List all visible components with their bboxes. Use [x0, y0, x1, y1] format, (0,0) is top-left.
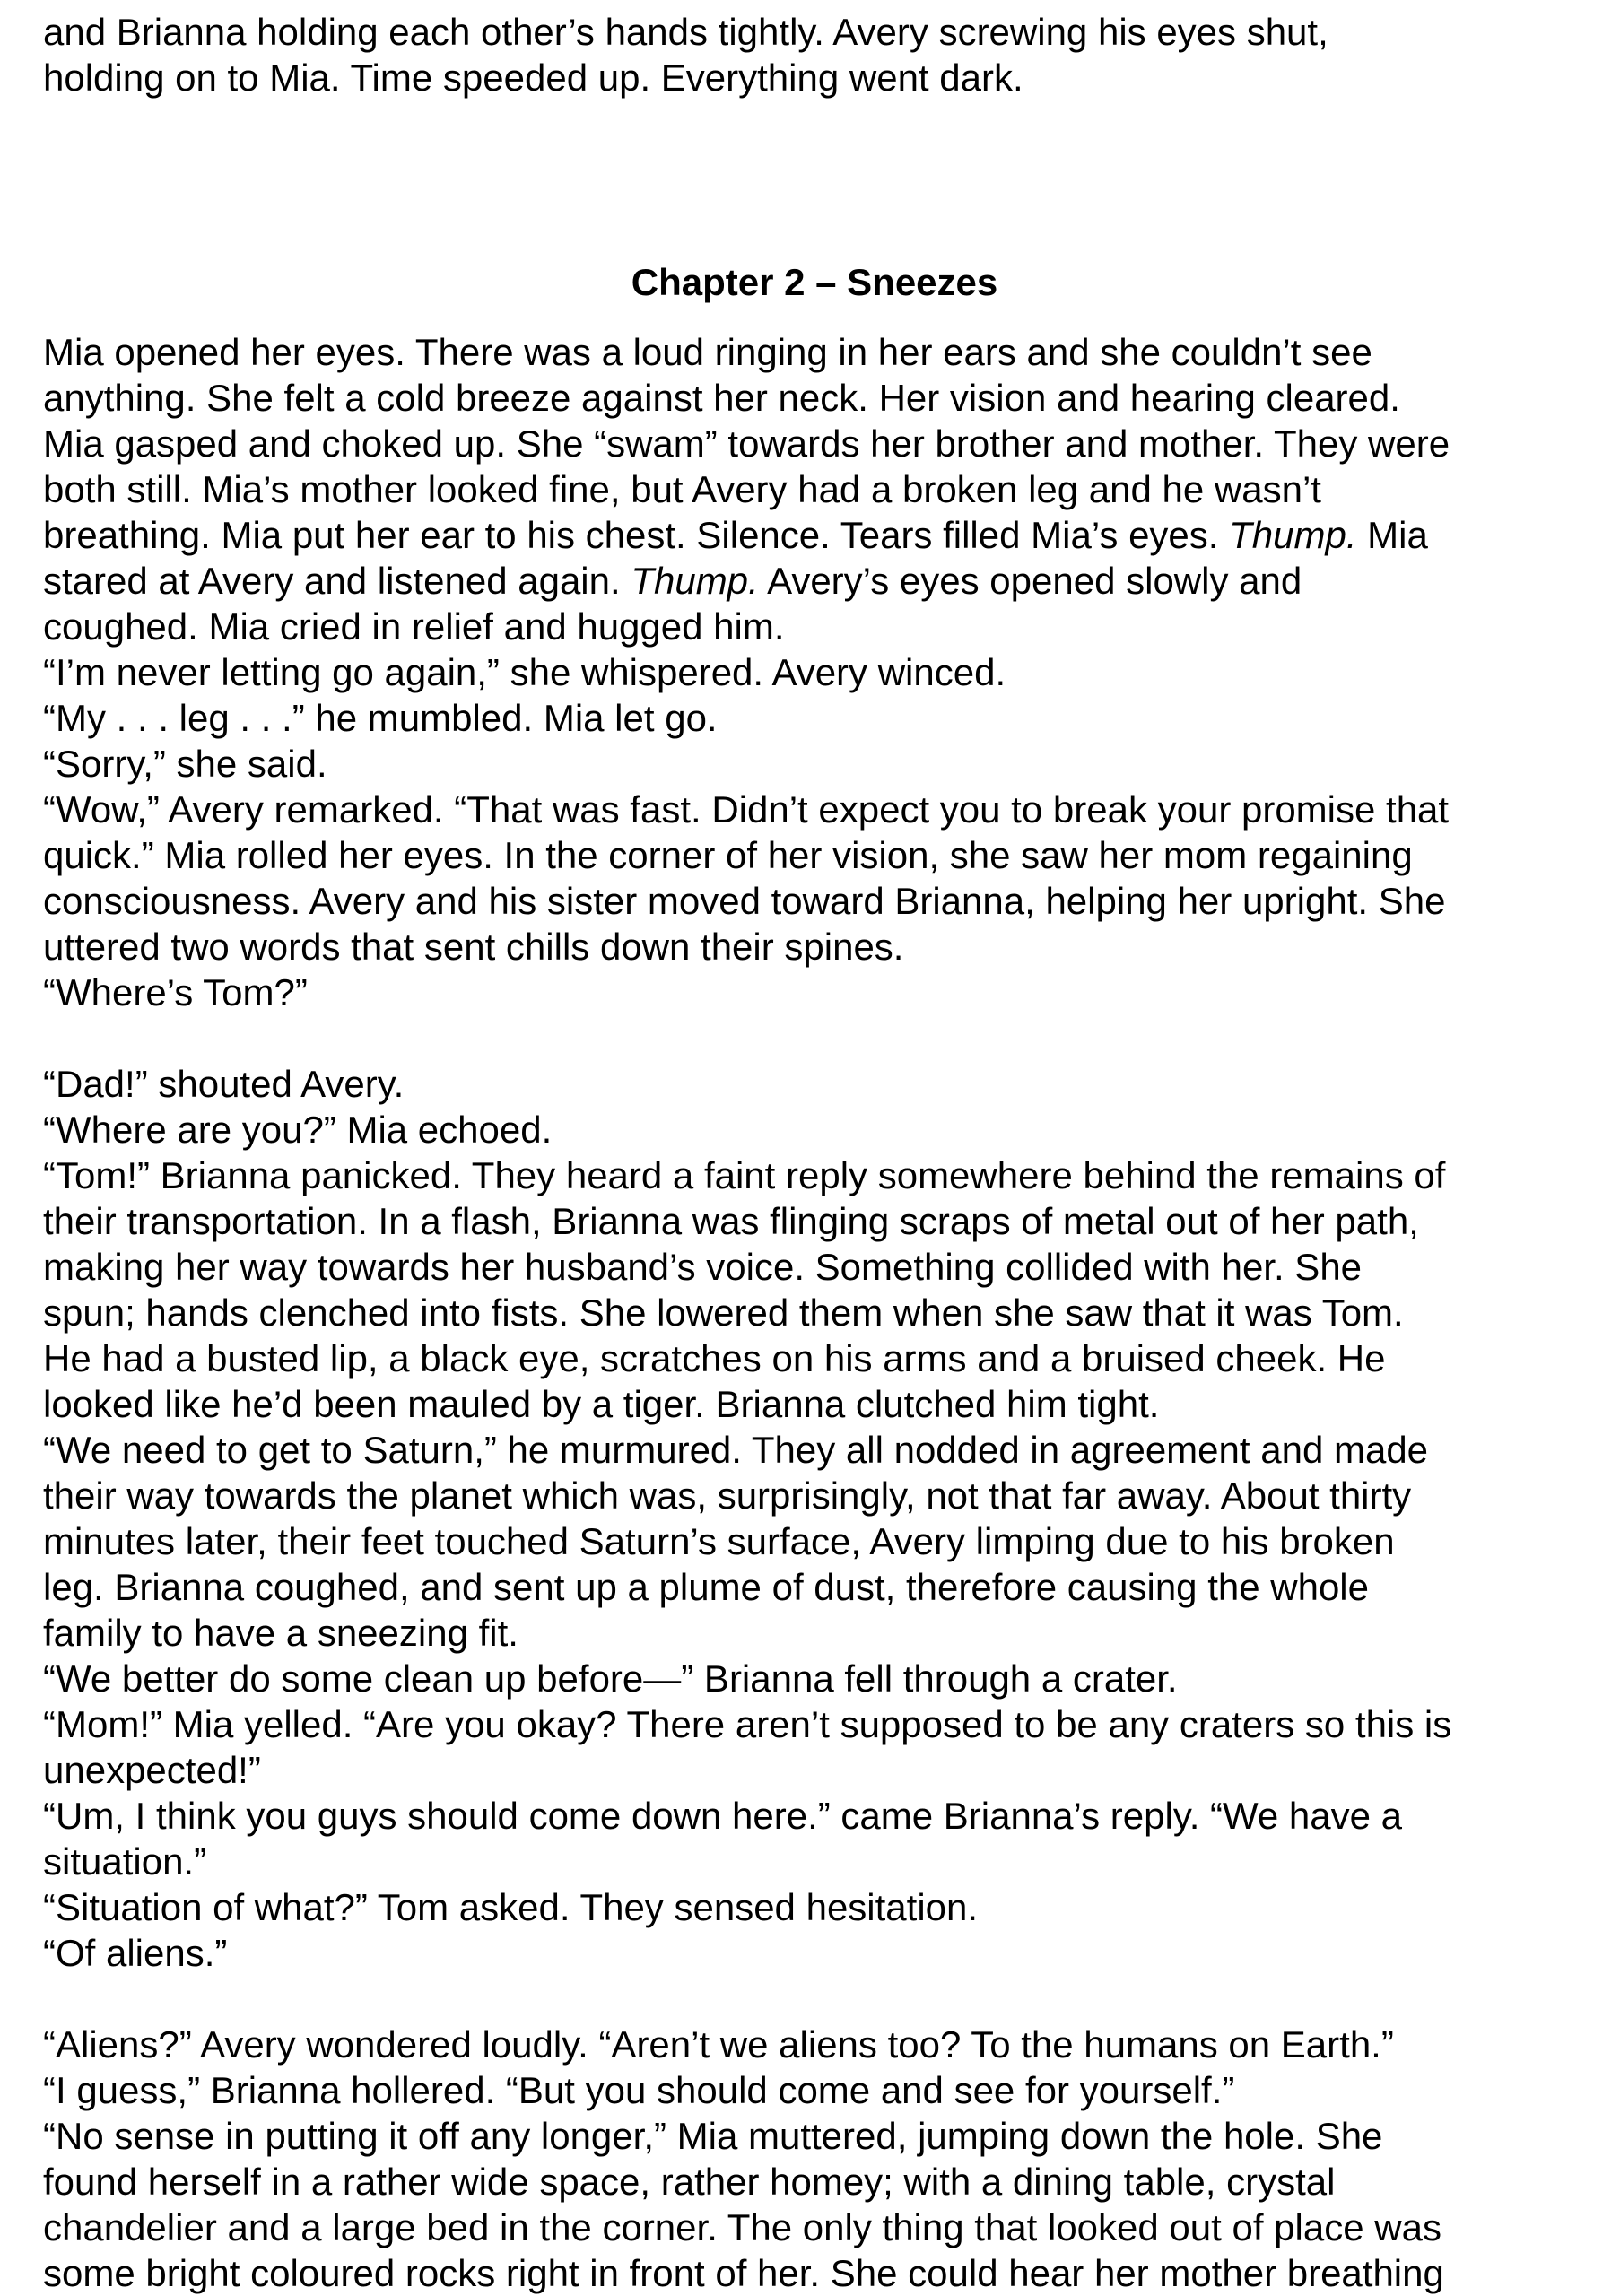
text-line: “Tom!” Brianna panicked. They heard a faint reply somewhere behind the remains of	[43, 1154, 1446, 1196]
text-line: “I’m never letting go again,” she whispered. Avery winced.	[43, 651, 1006, 693]
text-line: He had a busted lip, a black eye, scratches on his arms and a bruised cheek. He	[43, 1337, 1386, 1379]
text-line: “No sense in putting it off any longer,” Mia muttered, jumping down the hole. She	[43, 2115, 1383, 2157]
text-line: “Wow,” Avery remarked. “That was fast. Didn’t expect you to break your promise that	[43, 788, 1450, 831]
text-line: quick.” Mia rolled her eyes. In the corner of her vision, she saw her mom regaining	[43, 834, 1413, 876]
text-line: anything. She felt a cold breeze against her neck. Her vision and hearing cleared.	[43, 377, 1400, 419]
text-line: some bright coloured rocks right in front of her. She could hear her mother breathing	[43, 2252, 1444, 2294]
text-line: minutes later, their feet touched Saturn’s surface, Avery limping due to his broken	[43, 1520, 1395, 1562]
text-line: “Um, I think you guys should come down here.” came Brianna’s reply. “We have a	[43, 1795, 1403, 1837]
text-line: “Dad!” shouted Avery.	[43, 1063, 405, 1105]
chapter-body	[43, 329, 1451, 2296]
text-line: situation.”	[43, 1840, 207, 1883]
text-line: making her way towards her husband’s voice. Something collided with her. She	[43, 1246, 1363, 1288]
text-line: Mia opened her eyes. There was a loud ringing in her ears and she couldn’t see	[43, 331, 1372, 373]
text-line: unexpected!”	[43, 1749, 261, 1791]
chapter-title: Chapter 2 – Sneezes	[631, 261, 998, 303]
italic-emphasis: Thump.	[1229, 514, 1357, 556]
text-line: coughed. Mia cried in relief and hugged him.	[43, 605, 785, 648]
italic-emphasis: Thump.	[631, 560, 759, 602]
text-line: “I guess,” Brianna hollered. “But you should come and see for yourself.”	[43, 2069, 1235, 2111]
text-line: “Sorry,” she said.	[43, 743, 327, 785]
text-line: “Of aliens.”	[43, 1932, 228, 1974]
text-line: leg. Brianna coughed, and sent up a plume of dust, therefore causing the whole	[43, 1566, 1369, 1608]
text-line: uttered two words that sent chills down their spines.	[43, 926, 904, 968]
text-run: Avery’s eyes opened slowly and	[758, 560, 1302, 602]
text-run: stared at Avery and listened again.	[43, 560, 631, 602]
text-line: “Where are you?” Mia echoed.	[43, 1109, 553, 1151]
text-line: both still. Mia’s mother looked fine, but Avery had a broken leg and he wasn’t	[43, 468, 1321, 510]
text-line: their transportation. In a flash, Brianna was flinging scraps of metal out of her path,	[43, 1200, 1419, 1242]
text-line: chandelier and a large bed in the corner. The only thing that looked out of place was	[43, 2206, 1441, 2248]
text-line: consciousness. Avery and his sister moved toward Brianna, helping her upright. She	[43, 880, 1446, 922]
text-line: “We need to get to Saturn,” he murmured. They all nodded in agreement and made	[43, 1429, 1429, 1471]
text-line: family to have a sneezing fit.	[43, 1612, 518, 1654]
text-line	[43, 512, 1451, 558]
text-line: “We better do some clean up before—” Brianna fell through a crater.	[43, 1657, 1178, 1700]
text-line	[43, 558, 1451, 604]
text-line: “My . . . leg . . .” he mumbled. Mia let go.	[43, 697, 718, 739]
text-line: spun; hands clenched into fists. She lowered them when she saw that it was Tom.	[43, 1292, 1404, 1334]
text-line: “Where’s Tom?”	[43, 971, 308, 1013]
text-line: “Situation of what?” Tom asked. They sensed hesitation.	[43, 1886, 979, 1928]
text-line: and Brianna holding each other’s hands tightly. Avery screwing his eyes shut,	[43, 11, 1328, 53]
text-line: “Aliens?” Avery wondered loudly. “Aren’t we aliens too? To the humans on Earth.”	[43, 2023, 1394, 2066]
text-line: looked like he’d been mauled by a tiger. Brianna clutched him tight.	[43, 1383, 1160, 1425]
text-line: their way towards the planet which was, surprisingly, not that far away. About thirty	[43, 1474, 1412, 1517]
text-line: found herself in a rather wide space, rather homey; with a dining table, crystal	[43, 2161, 1336, 2203]
blank-line	[43, 1976, 1451, 2022]
previous-chapter-ending	[43, 9, 1328, 100]
text-run: Mia	[1356, 514, 1428, 556]
text-line: Mia gasped and choked up. She “swam” towards her brother and mother. They were	[43, 422, 1450, 465]
text-run: breathing. Mia put her ear to his chest. Silence. Tears filled Mia’s eyes.	[43, 514, 1230, 556]
blank-line	[43, 1015, 1451, 1061]
text-line: “Mom!” Mia yelled. “Are you okay? There aren’t supposed to be any craters so this is	[43, 1703, 1452, 1745]
text-line: holding on to Mia. Time speeded up. Everything went dark.	[43, 57, 1023, 99]
